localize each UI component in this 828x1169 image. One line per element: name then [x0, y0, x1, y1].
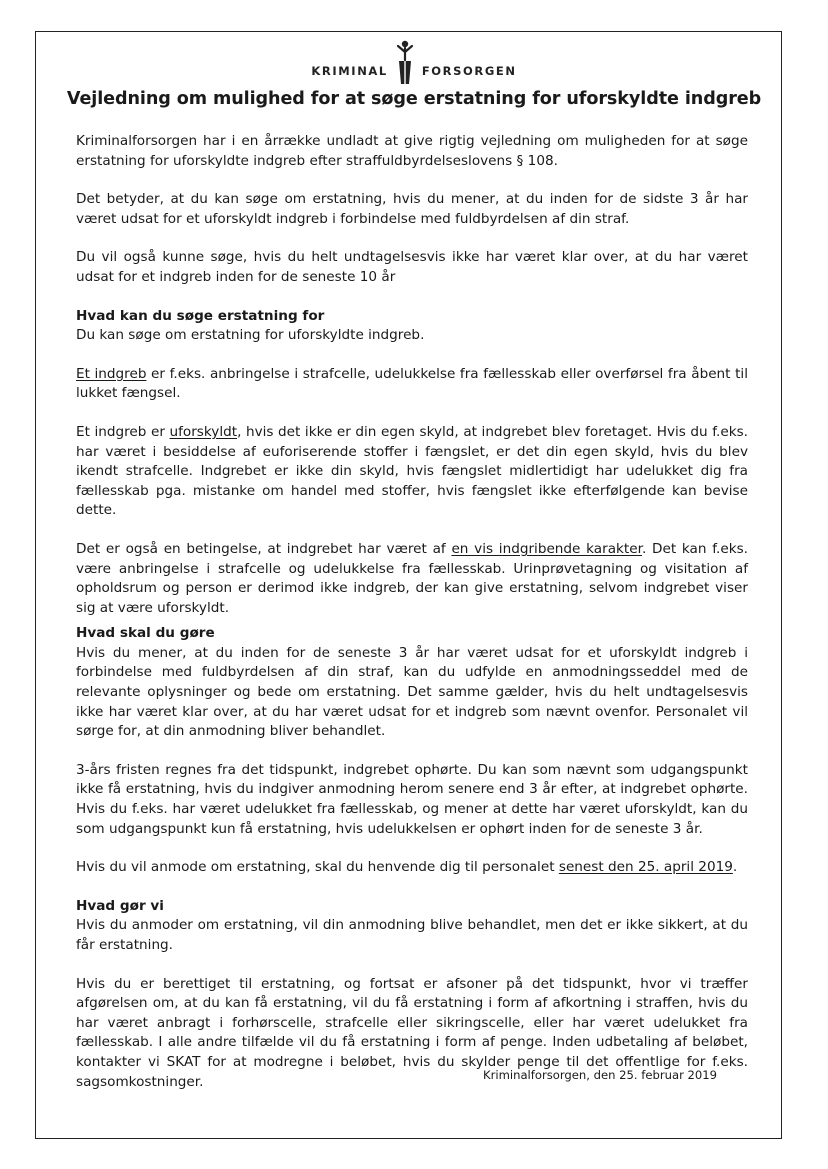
- paragraph: Hvis du mener, at du inden for de seneste 3 år har været udsat for et uforskyldt indgreb i forbindelse med fuldbyrdelsen af din straf, kan du udfylde en anmodningsseddel med de relevante oplysninger og bede om erstatning. Det samme gælder, hvis du helt undtagelsesvis ikke har været klar over, at du har været udsat for et indgreb som nævnt ovenfor. Personalet vil sørge for, at din anmodning bliver behandlet.: [76, 644, 748, 740]
- paragraph: [76, 858, 748, 878]
- text: , hvis det ikke er din egen skyld, at indgrebet blev foretaget. Hvis du f.eks. har været i besiddelse af euforiserende stoffer i fængslet, er det din egen skyld, hvis du blev ikendt strafcelle. Indgrebet er ikke din skyld, hvis fængslet midlertidigt har udelukket dig fra fællesskab pga. mistanke om handel med stoffer, hvis fængslet ikke efterfølgende kan bevise dette.: [76, 423, 748, 519]
- logo-figure-icon: [394, 40, 416, 86]
- deadline-date: senest den 25. april 2019: [558, 859, 733, 876]
- underlined-term: uforskyldt: [169, 423, 238, 440]
- section-heading: Hvad skal du gøre: [76, 625, 215, 642]
- document-body: [76, 132, 748, 1111]
- section-heading: Hvad gør vi: [76, 897, 164, 914]
- intro-paragraph: Kriminalforsorgen har i en årrække undladt at give rigtig vejledning om muligheden for at søge erstatning for uforskyldte indgreb efter straffuldbyrdelseslovens § 108.: [76, 133, 748, 169]
- logo: [0, 40, 828, 79]
- signature-line: Kriminalforsorgen, den 25. februar 2019: [483, 1068, 718, 1082]
- section-heading: Hvad kan du søge erstatning for: [76, 307, 325, 324]
- paragraph: [76, 540, 748, 618]
- text: Et indgreb er: [76, 423, 170, 440]
- paragraph: [76, 423, 748, 521]
- underlined-term: en vis indgribende karakter: [451, 540, 642, 557]
- logo-text-left: KRIMINAL: [311, 64, 388, 78]
- paragraph: Du kan søge om erstatning for uforskyldte indgreb.: [76, 327, 425, 344]
- text: . Det kan f.eks. være anbringelse i strafcelle og udelukkelse fra fællesskab. Urinprøvetagning og visitation af opholdsrum og person er derimod ikke indgreb, der kan give erstatning, selvom indgrebet viser sig at være uforskyldt.: [76, 540, 748, 616]
- text: Hvis du vil anmode om erstatning, skal du henvende dig til personalet: [76, 859, 559, 876]
- paragraph: Hvis du er berettiget til erstatning, og fortsat er afsoner på det tidspunkt, hvor vi træffer afgørelsen om, at du kan få erstatning, vil du få erstatning i form af afkortning i straffen, hvis du har været anbragt i forhørscelle, strafcelle eller sikringscelle, eller har været udelukket fra fællesskab. I alle andre tilfælde vil du få erstatning i form af penge. Inden udbetaling af beløbet, kontakter vi SKAT for at modregne i beløbet, hvis du skylder penge til det offentlige for f.eks. sagsomkostninger.: [76, 975, 748, 1090]
- document-title: Vejledning om mulighed for at søge erstatning for uforskyldte indgreb: [66, 89, 762, 109]
- logo-text-right: FORSORGEN: [421, 64, 517, 78]
- paragraph: Det betyder, at du kan søge om erstatning, hvis du mener, at du inden for de sidste 3 år har været udsat for et uforskyldt indgreb i forbindelse med fuldbyrdelsen af din straf.: [76, 191, 748, 227]
- text: Det er også en betingelse, at indgrebet har været af: [76, 540, 452, 557]
- paragraph: 3-års fristen regnes fra det tidspunkt, indgrebet ophørte. Du kan som nævnt som udgangspunkt ikke få erstatning, hvis du indgiver anmodning herom senere end 3 år efter, at indgrebet ophørte. Hvis du f.eks. har været udelukket fra fællesskab, og mener at dette har været uforskyldt, kan du som udgangspunkt kun få erstatning, hvis udelukkelsen er ophørt inden for de seneste 3 år.: [76, 761, 748, 837]
- paragraph: [76, 365, 748, 404]
- text: .: [732, 859, 738, 876]
- underlined-term: Et indgreb: [76, 365, 147, 382]
- paragraph: Hvis du anmoder om erstatning, vil din anmodning blive behandlet, men det er ikke sikkert, at du får erstatning.: [76, 917, 748, 953]
- paragraph: Du vil også kunne søge, hvis du helt undtagelsesvis ikke har været klar over, at du har været udsat for et indgreb inden for de seneste 10 år: [76, 249, 748, 285]
- text: er f.eks. anbringelse i strafcelle, udelukkelse fra fællesskab eller overførsel fra åbent til lukket fængsel.: [76, 365, 748, 402]
